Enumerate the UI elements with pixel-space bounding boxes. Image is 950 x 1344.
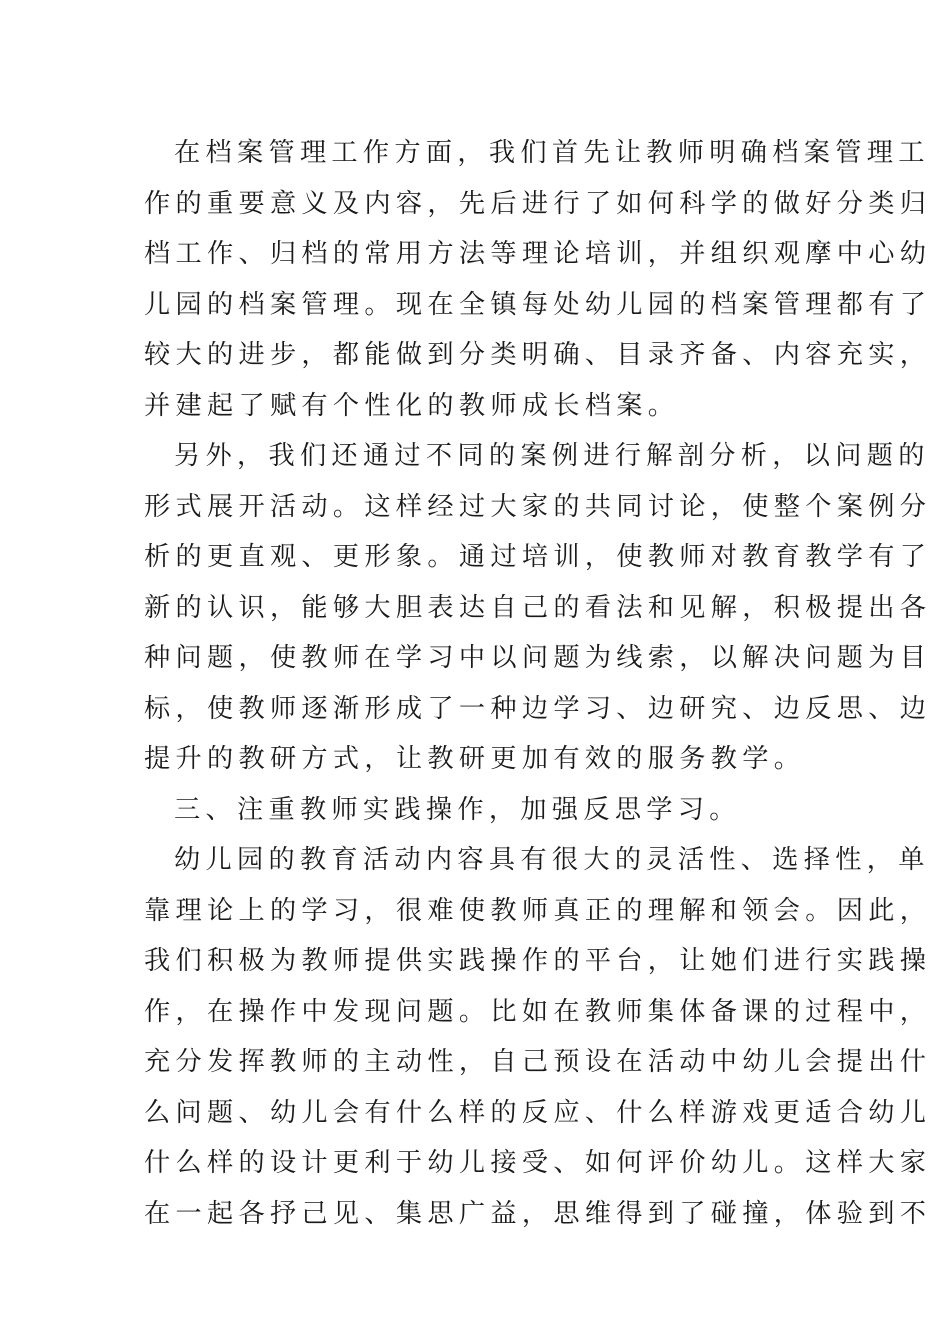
text-line: 标，使教师逐渐形成了一种边学习、边研究、边反思、边 xyxy=(144,693,932,724)
text-line: 靠理论上的学习，很难使教师真正的理解和领会。因此， xyxy=(144,895,932,926)
text-line: 三、注重教师实践操作，加强反思学习。 xyxy=(174,794,741,825)
text-line: 种问题，使教师在学习中以问题为线索，以解决问题为目 xyxy=(144,643,932,673)
text-line: 在一起各抒己见、集思广益，思维得到了碰撞，体验到不 xyxy=(144,1198,932,1229)
text-line: 新的认识，能够大胆表达自己的看法和见解，积极提出各 xyxy=(144,592,932,623)
text-line: 儿园的档案管理。现在全镇每处幼儿园的档案管理都有了 xyxy=(144,289,932,320)
text-line: 作的重要意义及内容，先后进行了如何科学的做好分类归 xyxy=(144,188,932,219)
text-line: 另外，我们还通过不同的案例进行解剖分析，以问题的 xyxy=(174,441,930,471)
text-line: 在档案管理工作方面，我们首先让教师明确档案管理工 xyxy=(174,138,930,168)
text-line: 档工作、归档的常用方法等理论培训，并组织观摩中心幼 xyxy=(144,239,932,269)
text-line: 形式展开活动。这样经过大家的共同讨论，使整个案例分 xyxy=(144,491,932,522)
text-line: 作，在操作中发现问题。比如在教师集体备课的过程中， xyxy=(144,996,932,1027)
text-line: 提升的教研方式，让教研更加有效的服务教学。 xyxy=(144,744,806,774)
text-line: 我们积极为教师提供实践操作的平台，让她们进行实践操 xyxy=(144,946,932,976)
document-body xyxy=(144,128,932,1239)
text-line: 析的更直观、更形象。通过培训，使教师对教育教学有了 xyxy=(144,542,932,572)
text-line: 充分发挥教师的主动性，自己预设在活动中幼儿会提出什 xyxy=(144,1047,932,1077)
text-line: 什么样的设计更利于幼儿接受、如何评价幼儿。这样大家 xyxy=(144,1148,932,1178)
text-line: 么问题、幼儿会有什么样的反应、什么样游戏更适合幼儿 xyxy=(144,1097,932,1128)
text-line: 较大的进步，都能做到分类明确、目录齐备、内容充实， xyxy=(144,340,932,370)
text-line: 并建起了赋有个性化的教师成长档案。 xyxy=(144,390,680,421)
text-line: 幼儿园的教育活动内容具有很大的灵活性、选择性，单 xyxy=(174,845,930,875)
